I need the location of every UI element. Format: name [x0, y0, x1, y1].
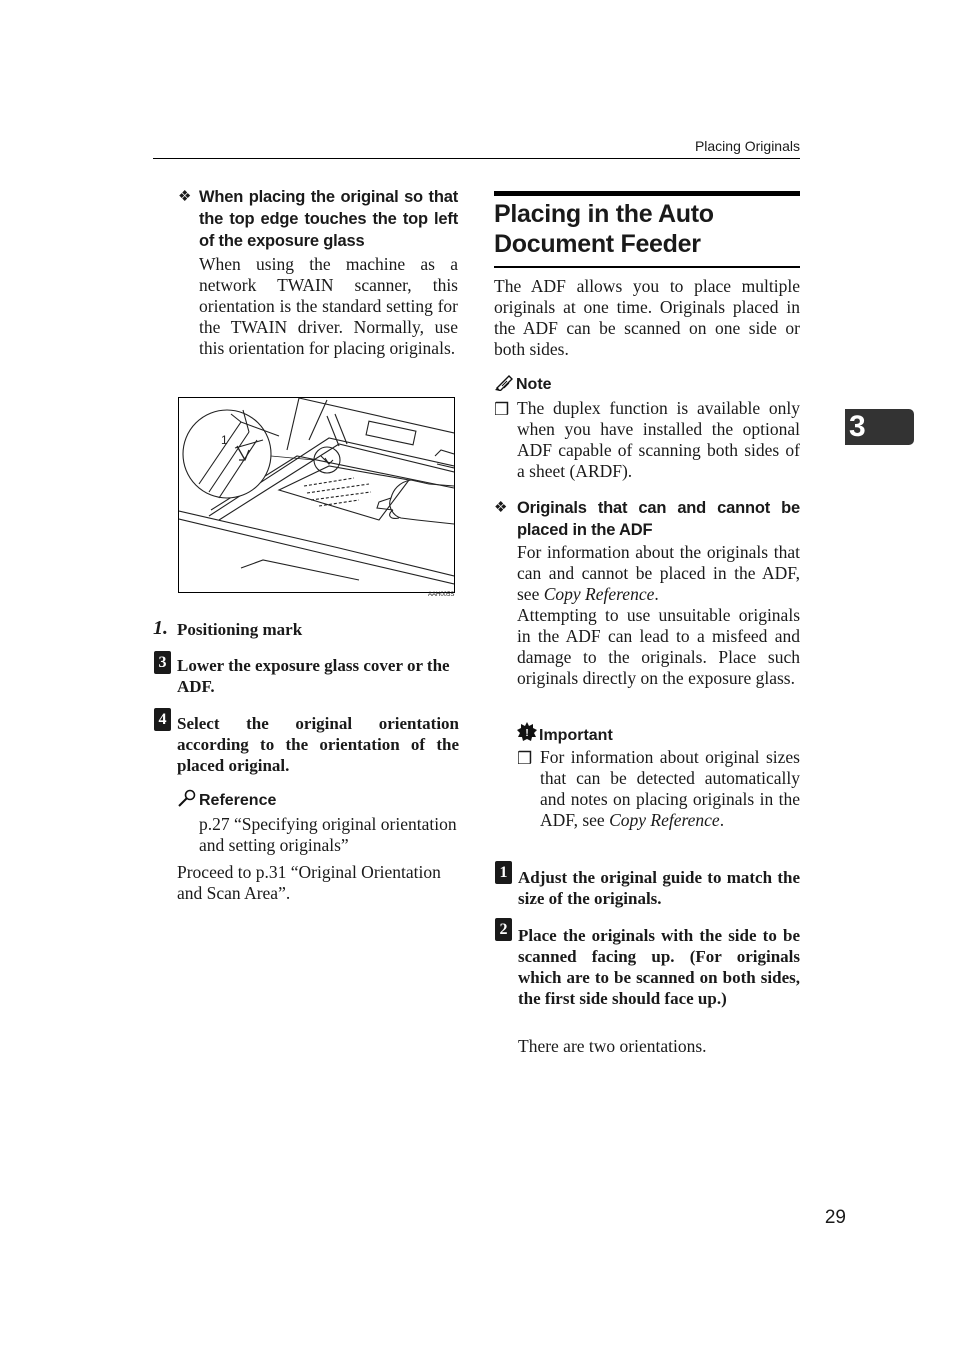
important-label-row: ! Important: [517, 722, 613, 745]
diamond-bullet-icon: ❖: [494, 500, 508, 516]
step-1-marker: 1: [495, 861, 512, 884]
important-item: ❒ For information about original sizes that can be detected automatically and notes on placing originals in the ADF, see Copy Reference.: [517, 747, 800, 830]
step-4-marker: 4: [154, 708, 171, 731]
section-title-bottom-rule: [494, 266, 800, 268]
diamond-bullet-icon: ❖: [178, 189, 192, 205]
reference-text: p.27 “Specifying original orientation and setting originals”: [199, 814, 457, 855]
pencil-icon: [494, 373, 514, 391]
step-2-marker: 2: [495, 918, 512, 941]
caption-number: 1.: [153, 617, 168, 639]
important-icon: [517, 722, 537, 742]
checkbox-bullet-icon: ❒: [517, 749, 533, 768]
proceed-text: Proceed to p.31 “Original Orientation and Scan Area”.: [177, 862, 441, 903]
caption-text: Positioning mark: [177, 620, 303, 639]
svg-text:!: !: [525, 728, 529, 739]
adf-heading: Originals that can and cannot be placed in the ADF: [517, 499, 800, 539]
running-header: Placing Originals: [694, 138, 800, 154]
step-3-text: Lower the exposure glass cover or the ADF.: [177, 656, 450, 696]
note-label-row: Note: [494, 373, 552, 394]
step-2-text: Place the originals with the side to be scanned facing up. (For originals which are to be scanned on both sides, the first side should face up.): [518, 926, 800, 1008]
adf-text-1: For information about the originals that can and cannot be placed in the ADF, see Copy Reference.: [517, 542, 800, 604]
magnifier-icon: [177, 789, 197, 807]
chapter-tab: 3: [845, 409, 914, 445]
page-number: 29: [824, 1207, 846, 1228]
orientation-text: When using the machine as a network TWAIN scanner, this orientation is the standard setting for the TWAIN driver. Normally, use this orientation for placing originals.: [199, 254, 458, 358]
exposure-glass-figure: [178, 397, 455, 593]
step-3-marker: 3: [154, 651, 171, 674]
step-2-after-text: There are two orientations.: [518, 1036, 707, 1056]
note-item: ❒ The duplex function is available only when you have installed the optional ADF capable of scanning both sides of a sheet (ARDF).: [494, 398, 800, 481]
section-title-top-rule: [494, 191, 800, 196]
intro-text: The ADF allows you to place multiple originals at one time. Originals placed in the ADF can be scanned on one side or both sides.: [494, 276, 800, 359]
svg-text:1: 1: [221, 433, 228, 447]
orientation-heading: When placing the original so that the top edge touches the top left of the exposure glass: [199, 188, 458, 250]
step-4-text: Select the original orientation according to the orientation of the placed original.: [177, 714, 459, 775]
adf-text-2: Attempting to use unsuitable originals in the ADF can lead to a misfeed and damage to the originals. Place such originals directly on the exposure glass.: [517, 605, 800, 688]
figure-code: AAH005S: [428, 592, 455, 598]
header-rule: [153, 158, 800, 159]
step-1-text: Adjust the original guide to match the size of the originals.: [518, 868, 800, 908]
reference-label-row: Reference: [177, 789, 276, 810]
checkbox-bullet-icon: ❒: [494, 400, 510, 419]
section-title: Placing in the Auto Document Feeder: [494, 200, 714, 258]
